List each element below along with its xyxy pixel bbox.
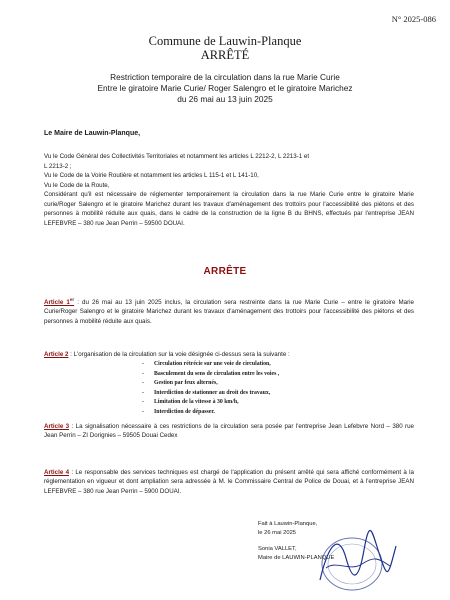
traffic-measures-list [142, 360, 382, 418]
visa-cgct: Vu le Code Général des Collectivités Territoriales et notamment les articles L 2212-2, L 2213-1 et [44, 153, 310, 160]
article-3-text: : La signalisation nécessaire à ces restrictions de la circulation sera posée par l'entreprise Jean Lefebvre Nord – 380 rue Jean Perrin – ZI Dorignies – 59505 Douai Cedex [44, 423, 414, 440]
signoff-place: Fait à Lauwin-Planque, [258, 521, 318, 527]
handwritten-signature [320, 531, 396, 580]
article-1-label: Article 1er [44, 297, 75, 307]
article-1-text: : du 26 mai au 13 juin 2025 inclus, la circulation sera restreinte dans la rue Marie Curie – entre le giratoire Marie Curie/Roger Salengro et le giratoire Marichez durant les travaux d'aménagement des trottoirs pour l'accessibilité des piétons et des personnes à mobilité réduite aux quais. [44, 299, 414, 325]
signoff-date: le 26 mai 2025 [258, 529, 297, 536]
measure-item: - Basculement du sens de circulation entre les voies , [142, 370, 382, 380]
document-title: ARRÊTÉ [200, 48, 250, 62]
measure-item: - Limitation de la vitesse à 30 km/h, [142, 398, 382, 408]
measure-item: - Interdiction de dépasser. [142, 408, 382, 418]
article-4-text: : Le responsable des services techniques est chargé de l'application du présent arrêté qui sera affiché conformément à la réglementation en vigueur et dont ampliation sera adressée à M. le Commissaire Central de Police de Douai, et à l'entreprise JEAN LEFEBVRE – 380 rue Jean Perrin – 5900 DOUAI. [44, 469, 414, 495]
article-3 [44, 422, 414, 441]
article-2 [44, 350, 414, 359]
visa-route: Vu le Code de la Route, [44, 181, 110, 189]
measure-item: - Gestion par feux alternés, [142, 379, 382, 389]
measure-item: - Circulation rétrécie sur une voie de circulation, [142, 360, 382, 370]
signatory-role: Maire de LAUWIN-PLANQUE [258, 554, 335, 561]
subject-dates: du 26 mai au 13 juin 2025 [177, 94, 273, 104]
mayor-signature-and-stamp [300, 528, 400, 594]
commune-name: Commune de Lauwin-Planque [148, 34, 302, 48]
article-4-label: Article 4 [44, 469, 70, 476]
signatory-name: Sonia VALLET, [258, 546, 297, 552]
article-4 [44, 468, 414, 496]
subject-line-1: Restriction temporaire de la circulation dans la rue Marie Curie [110, 72, 340, 82]
official-stamp-inner-ring [328, 544, 376, 584]
article-3-label: Article 3 [44, 423, 70, 430]
subject-line-2: Entre le giratoire Marie Curie/ Roger Salengro et le giratoire Marichez [97, 83, 353, 93]
preamble-visas [44, 152, 414, 228]
mayor-heading: Le Maire de Lauwin-Planque, [44, 130, 141, 137]
considerant-paragraph: Considérant qu'il est nécessaire de réglementer temporairement la circulation dans la rue Marie Curie entre le giratoire Marie curie/Roger Salengro et le giratoire Marichez durant les travaux d'aménagement des trottoirs pour l'accessibilité des piétons et des personnes à mobilité réduite aux quais, dans le cadre de la construction de la ligne B du BHNS, effectués par l'entreprise JEAN LEFEBVRE – 380 rue Jean Perrin – 59500 DOUAI. [44, 191, 414, 227]
measure-item: - Interdiction de stationner au droit des travaux, [142, 389, 382, 399]
article-1 [44, 295, 414, 326]
decree-subject [30, 72, 420, 105]
visa-voirie: Vu le Code de la Voirie Routière et notamment les articles L 115-1 et L 141-10, [44, 172, 259, 179]
arrete-heading: ARRÊTE [203, 266, 247, 277]
article-2-text: : L'organisation de la circulation sur la voie désignée ci-dessus sera la suivante : [68, 351, 290, 358]
signature-flourish [326, 559, 390, 568]
visa-cgct-cont: L 2213-2 ; [44, 162, 72, 170]
official-stamp-ring [322, 538, 382, 590]
decree-reference-number: N° 2025-086 [391, 14, 436, 24]
article-2-label: Article 2 [44, 351, 69, 358]
